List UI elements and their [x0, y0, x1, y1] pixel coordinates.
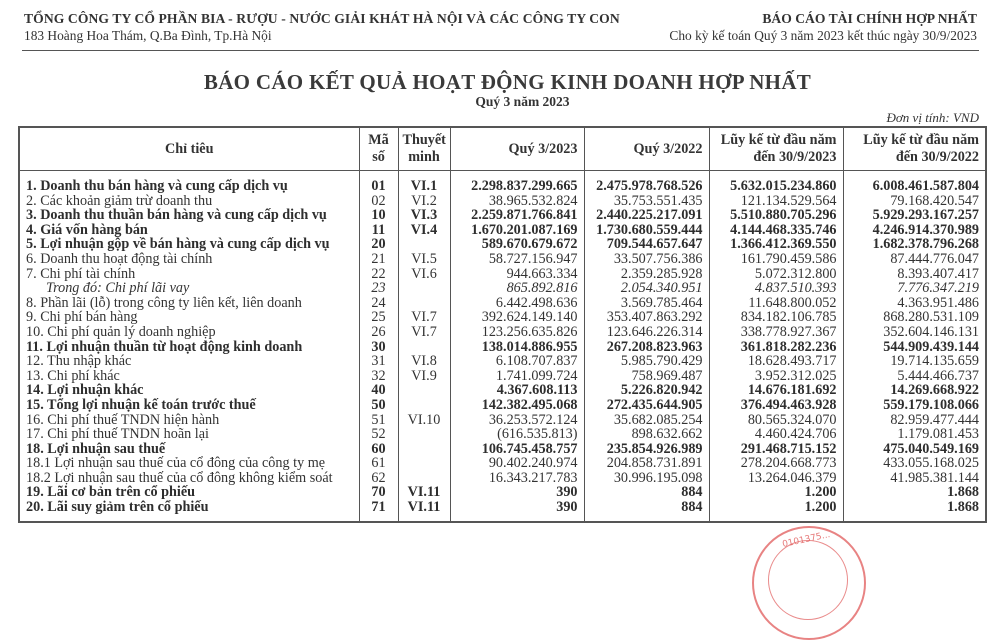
row-ytd-2023: 3.952.312.025	[709, 369, 843, 384]
row-label: 8. Phần lãi (lỗ) trong công ty liên kết, liên doanh	[19, 296, 359, 311]
header-note: Thuyết minh	[398, 127, 450, 171]
row-code: 50	[359, 398, 398, 413]
row-code: 51	[359, 413, 398, 428]
row-q3-2022: 30.996.195.098	[584, 471, 709, 486]
row-q3-2022: 884	[584, 500, 709, 522]
row-q3-2023: 390	[450, 485, 584, 500]
row-label: 20. Lãi suy giảm trên cổ phiếu	[19, 500, 359, 522]
row-code: 60	[359, 442, 398, 457]
header-divider	[22, 50, 979, 51]
row-q3-2022: 758.969.487	[584, 369, 709, 384]
row-q3-2022: 709.544.657.647	[584, 237, 709, 252]
row-note: VI.10	[398, 413, 450, 428]
company-seal-text: 0101375...	[781, 530, 832, 550]
row-q3-2023: 38.965.532.824	[450, 194, 584, 209]
table-row	[19, 296, 986, 311]
row-ytd-2023: 13.264.046.379	[709, 471, 843, 486]
row-note: VI.9	[398, 369, 450, 384]
row-q3-2023: 36.253.572.124	[450, 413, 584, 428]
row-q3-2022: 204.858.731.891	[584, 456, 709, 471]
row-ytd-2022: 559.179.108.066	[843, 398, 986, 413]
row-q3-2023: 16.343.217.783	[450, 471, 584, 486]
row-q3-2023: 90.402.240.974	[450, 456, 584, 471]
row-q3-2023: 865.892.816	[450, 281, 584, 296]
table-row	[19, 171, 986, 194]
row-q3-2022: 123.646.226.314	[584, 325, 709, 340]
row-q3-2023: 392.624.149.140	[450, 310, 584, 325]
row-note	[398, 471, 450, 486]
row-ytd-2023: 338.778.927.367	[709, 325, 843, 340]
row-ytd-2023: 291.468.715.152	[709, 442, 843, 457]
row-code: 02	[359, 194, 398, 209]
row-label: 7. Chi phí tài chính	[19, 267, 359, 282]
row-ytd-2023: 1.200	[709, 485, 843, 500]
row-q3-2022: 35.682.085.254	[584, 413, 709, 428]
row-ytd-2023: 5.072.312.800	[709, 267, 843, 282]
row-q3-2022: 272.435.644.905	[584, 398, 709, 413]
row-ytd-2023: 80.565.324.070	[709, 413, 843, 428]
row-label: 6. Doanh thu hoạt động tài chính	[19, 252, 359, 267]
row-ytd-2022: 868.280.531.109	[843, 310, 986, 325]
row-q3-2022: 898.632.662	[584, 427, 709, 442]
row-q3-2023: 589.670.679.672	[450, 237, 584, 252]
row-ytd-2022: 5.444.466.737	[843, 369, 986, 384]
row-q3-2023: 4.367.608.113	[450, 383, 584, 398]
company-seal-inner-ring	[768, 540, 848, 620]
row-ytd-2022: 87.444.776.047	[843, 252, 986, 267]
row-ytd-2023: 121.134.529.564	[709, 194, 843, 209]
row-q3-2022: 353.407.863.292	[584, 310, 709, 325]
row-note	[398, 281, 450, 296]
row-q3-2023: 390	[450, 500, 584, 522]
row-code: 70	[359, 485, 398, 500]
row-ytd-2023: 376.494.463.928	[709, 398, 843, 413]
row-label: 18.2 Lợi nhuận sau thuế của cổ đông không kiểm soát	[19, 471, 359, 486]
row-ytd-2023: 1.200	[709, 500, 843, 522]
row-label: 12. Thu nhập khác	[19, 354, 359, 369]
table-row	[19, 252, 986, 267]
row-label: 9. Chi phí bán hàng	[19, 310, 359, 325]
row-ytd-2022: 79.168.420.547	[843, 194, 986, 209]
report-subtitle: Quý 3 năm 2023	[475, 94, 570, 109]
row-ytd-2022: 7.776.347.219	[843, 281, 986, 296]
row-q3-2022: 2.440.225.217.091	[584, 208, 709, 223]
table-row	[19, 500, 986, 522]
row-note: VI.6	[398, 267, 450, 282]
row-label: 4. Giá vốn hàng bán	[19, 223, 359, 238]
row-note	[398, 398, 450, 413]
row-code: 24	[359, 296, 398, 311]
row-ytd-2022: 1.682.378.796.268	[843, 237, 986, 252]
row-q3-2022: 33.507.756.386	[584, 252, 709, 267]
row-code: 61	[359, 456, 398, 471]
table-row	[19, 398, 986, 413]
row-note: VI.7	[398, 325, 450, 340]
income-statement-table	[18, 126, 987, 523]
row-q3-2022: 2.475.978.768.526	[584, 171, 709, 194]
row-q3-2022: 5.985.790.429	[584, 354, 709, 369]
row-note: VI.7	[398, 310, 450, 325]
row-ytd-2023: 1.366.412.369.550	[709, 237, 843, 252]
table-row	[19, 456, 986, 471]
row-note	[398, 383, 450, 398]
row-note: VI.5	[398, 252, 450, 267]
table-header-row	[19, 127, 986, 171]
row-ytd-2022: 14.269.668.922	[843, 383, 986, 398]
row-code: 31	[359, 354, 398, 369]
row-code: 62	[359, 471, 398, 486]
row-code: 01	[359, 171, 398, 194]
row-ytd-2023: 161.790.459.586	[709, 252, 843, 267]
table-row	[19, 208, 986, 223]
row-q3-2023: 123.256.635.826	[450, 325, 584, 340]
table-body	[19, 171, 986, 522]
row-note: VI.3	[398, 208, 450, 223]
row-ytd-2022: 6.008.461.587.804	[843, 171, 986, 194]
table-row	[19, 267, 986, 282]
row-label: 11. Lợi nhuận thuần từ hoạt động kinh doanh	[19, 340, 359, 355]
row-ytd-2023: 4.460.424.706	[709, 427, 843, 442]
row-q3-2023: 142.382.495.068	[450, 398, 584, 413]
report-title: BÁO CÁO KẾT QUẢ HOẠT ĐỘNG KINH DOANH HỢP NHẤT	[203, 70, 812, 94]
row-code: 23	[359, 281, 398, 296]
table-row	[19, 442, 986, 457]
row-ytd-2023: 5.510.880.705.296	[709, 208, 843, 223]
row-code: 30	[359, 340, 398, 355]
row-ytd-2023: 361.818.282.236	[709, 340, 843, 355]
row-code: 10	[359, 208, 398, 223]
row-ytd-2022: 41.985.381.144	[843, 471, 986, 486]
row-q3-2023: 1.741.099.724	[450, 369, 584, 384]
row-code: 22	[359, 267, 398, 282]
row-note	[398, 427, 450, 442]
row-ytd-2023: 18.628.493.717	[709, 354, 843, 369]
row-ytd-2023: 5.632.015.234.860	[709, 171, 843, 194]
row-code: 52	[359, 427, 398, 442]
row-q3-2023: 1.670.201.087.169	[450, 223, 584, 238]
row-ytd-2023: 14.676.181.692	[709, 383, 843, 398]
table-row	[19, 194, 986, 209]
header-q3-2023: Quý 3/2023	[450, 127, 584, 171]
table-row	[19, 223, 986, 238]
row-q3-2022: 267.208.823.963	[584, 340, 709, 355]
row-q3-2023: 138.014.886.955	[450, 340, 584, 355]
row-note: VI.4	[398, 223, 450, 238]
row-note: VI.11	[398, 485, 450, 500]
table-row	[19, 485, 986, 500]
row-ytd-2022: 475.040.549.169	[843, 442, 986, 457]
row-q3-2023: 6.108.707.837	[450, 354, 584, 369]
row-ytd-2023: 834.182.106.785	[709, 310, 843, 325]
row-ytd-2022: 19.714.135.659	[843, 354, 986, 369]
header-q3-2022: Quý 3/2022	[584, 127, 709, 171]
row-note	[398, 340, 450, 355]
row-label: 3. Doanh thu thuần bán hàng và cung cấp dịch vụ	[19, 208, 359, 223]
row-q3-2023: 6.442.498.636	[450, 296, 584, 311]
row-q3-2022: 5.226.820.942	[584, 383, 709, 398]
row-label: 18.1 Lợi nhuận sau thuế của cổ đông của công ty mẹ	[19, 456, 359, 471]
row-label: 13. Chi phí khác	[19, 369, 359, 384]
row-ytd-2022: 4.363.951.486	[843, 296, 986, 311]
row-ytd-2023: 4.837.510.393	[709, 281, 843, 296]
row-q3-2022: 884	[584, 485, 709, 500]
row-q3-2023: 2.259.871.766.841	[450, 208, 584, 223]
row-code: 32	[359, 369, 398, 384]
row-label: 1. Doanh thu bán hàng và cung cấp dịch vụ	[19, 171, 359, 194]
row-ytd-2022: 1.179.081.453	[843, 427, 986, 442]
row-q3-2023: 2.298.837.299.665	[450, 171, 584, 194]
row-code: 40	[359, 383, 398, 398]
table-row	[19, 310, 986, 325]
header-item: Chỉ tiêu	[19, 127, 359, 171]
table-row	[19, 281, 986, 296]
row-q3-2022: 2.054.340.951	[584, 281, 709, 296]
row-q3-2023: 944.663.334	[450, 267, 584, 282]
reporting-period: Cho kỳ kế toán Quý 3 năm 2023 kết thúc ngày 30/9/2023	[669, 28, 977, 43]
row-code: 20	[359, 237, 398, 252]
row-code: 11	[359, 223, 398, 238]
row-ytd-2023: 278.204.668.773	[709, 456, 843, 471]
row-code: 21	[359, 252, 398, 267]
row-code: 26	[359, 325, 398, 340]
currency-unit: Đơn vị tính: VND	[886, 110, 979, 125]
row-code: 71	[359, 500, 398, 522]
report-type: BÁO CÁO TÀI CHÍNH HỢP NHẤT	[762, 11, 977, 26]
row-label: 18. Lợi nhuận sau thuế	[19, 442, 359, 457]
row-ytd-2022: 82.959.477.444	[843, 413, 986, 428]
row-ytd-2022: 1.868	[843, 500, 986, 522]
row-label: 14. Lợi nhuận khác	[19, 383, 359, 398]
row-q3-2022: 3.569.785.464	[584, 296, 709, 311]
row-ytd-2023: 11.648.800.052	[709, 296, 843, 311]
row-label: 15. Tổng lợi nhuận kế toán trước thuế	[19, 398, 359, 413]
row-label: Trong đó: Chi phí lãi vay	[19, 281, 359, 296]
company-address: 183 Hoàng Hoa Thám, Q.Ba Đình, Tp.Hà Nội	[24, 28, 272, 43]
row-q3-2022: 235.854.926.989	[584, 442, 709, 457]
header-ytd-2023: Lũy kế từ đầu năm đến 30/9/2023	[709, 127, 843, 171]
row-note	[398, 456, 450, 471]
row-q3-2022: 1.730.680.559.444	[584, 223, 709, 238]
table-row	[19, 340, 986, 355]
row-q3-2023: 58.727.156.947	[450, 252, 584, 267]
header-ytd-2022: Lũy kế từ đầu năm đến 30/9/2022	[843, 127, 986, 171]
row-label: 5. Lợi nhuận gộp về bán hàng và cung cấp dịch vụ	[19, 237, 359, 252]
table-row	[19, 413, 986, 428]
row-note: VI.2	[398, 194, 450, 209]
row-label: 19. Lãi cơ bản trên cổ phiếu	[19, 485, 359, 500]
row-code: 25	[359, 310, 398, 325]
row-note	[398, 296, 450, 311]
table-row	[19, 237, 986, 252]
row-ytd-2022: 544.909.439.144	[843, 340, 986, 355]
row-label: 17. Chi phí thuế TNDN hoãn lại	[19, 427, 359, 442]
table-row	[19, 383, 986, 398]
row-label: 10. Chi phí quản lý doanh nghiệp	[19, 325, 359, 340]
table-row	[19, 354, 986, 369]
row-ytd-2022: 4.246.914.370.989	[843, 223, 986, 238]
header-code: Mã số	[359, 127, 398, 171]
row-ytd-2022: 352.604.146.131	[843, 325, 986, 340]
row-ytd-2022: 433.055.168.025	[843, 456, 986, 471]
row-q3-2023: (616.535.813)	[450, 427, 584, 442]
row-label: 2. Các khoản giảm trừ doanh thu	[19, 194, 359, 209]
company-name: TỔNG CÔNG TY CỔ PHẦN BIA - RƯỢU - NƯỚC GIẢI KHÁT HÀ NỘI VÀ CÁC CÔNG TY CON	[24, 11, 620, 26]
row-note	[398, 237, 450, 252]
row-note: VI.8	[398, 354, 450, 369]
row-ytd-2023: 4.144.468.335.746	[709, 223, 843, 238]
row-ytd-2022: 8.393.407.417	[843, 267, 986, 282]
table-row	[19, 369, 986, 384]
row-note	[398, 442, 450, 457]
row-label: 16. Chi phí thuế TNDN hiện hành	[19, 413, 359, 428]
table-row	[19, 427, 986, 442]
row-q3-2022: 2.359.285.928	[584, 267, 709, 282]
table-row	[19, 325, 986, 340]
row-ytd-2022: 1.868	[843, 485, 986, 500]
row-note: VI.11	[398, 500, 450, 522]
row-note: VI.1	[398, 171, 450, 194]
row-q3-2023: 106.745.458.757	[450, 442, 584, 457]
row-ytd-2022: 5.929.293.167.257	[843, 208, 986, 223]
row-q3-2022: 35.753.551.435	[584, 194, 709, 209]
table-row	[19, 471, 986, 486]
